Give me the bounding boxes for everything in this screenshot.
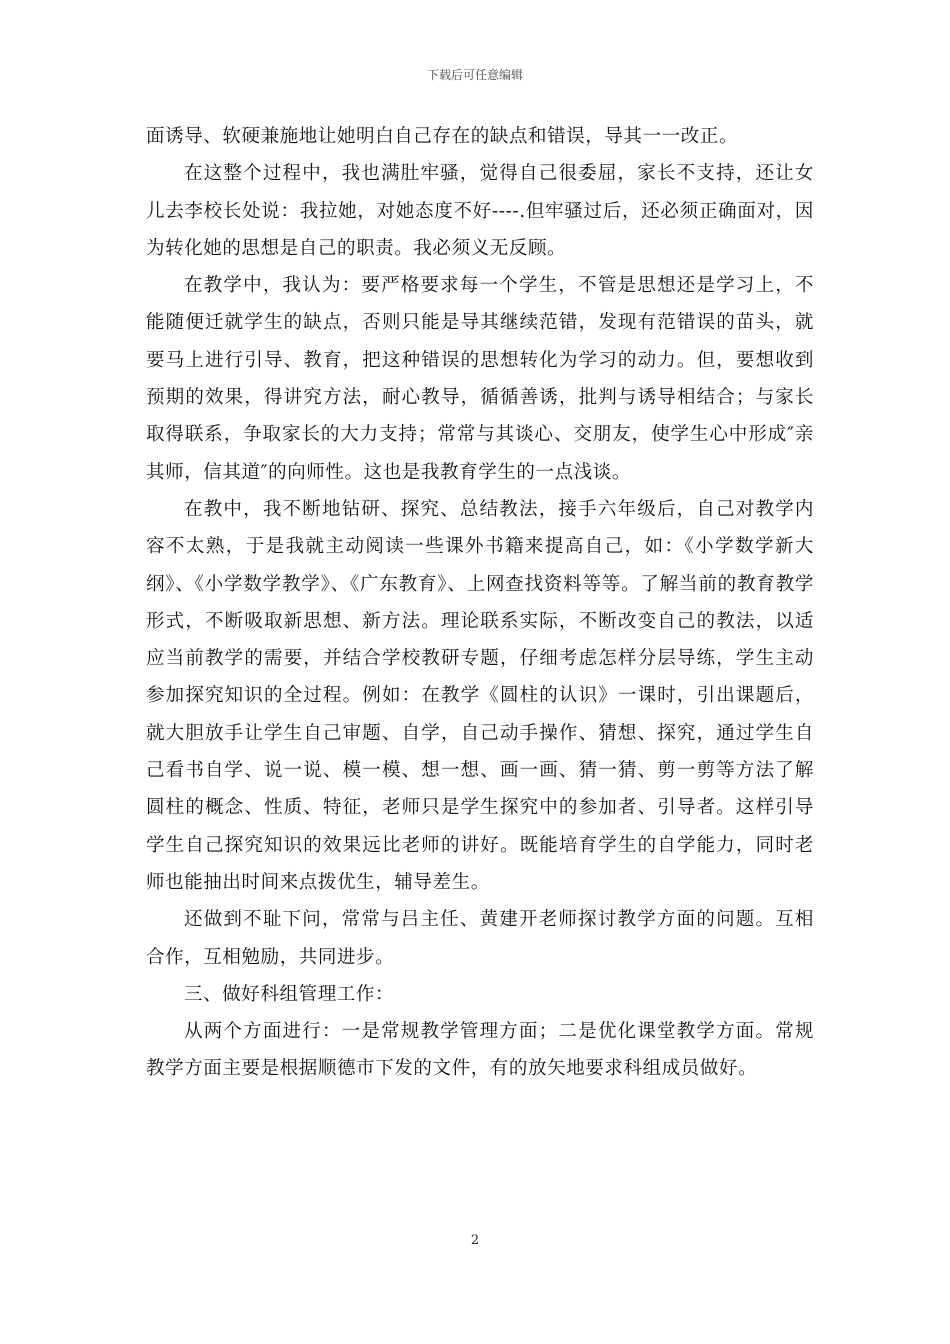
paragraph-4: 在教中，我不断地钻研、探究、总结教法，接手六年级后，自己对教学内容不太熟，于是我就主动阅读一些课外书籍来提高自己，如：《小学数学新大纲》、《小学数学教学》、《广东教育》、上网查找资料等等。了解当前的教育教学形式，不断吸取新思想、新方法。理论联系实际，不断改变自己的教法，以适应当前教学的需要，并结合学校教研专题，仔细考虑怎样分层导练，学生主动参加探究知识的全过程。例如：在教学《圆柱的认识》一课时，引出课题后，就大胆放手让学生自己审题、自学，自己动手操作、猜想、探究，通过学生自己看书自学、说一说、模一模、想一想、画一画、猜一猜、剪一剪等方法了解圆柱的概念、性质、特征，老师只是学生探究中的参加者、引导者。这样引导学生自己探究知识的效果远比老师的讲好。既能培育学生的自学能力，同时老师也能抽出时间来点拨优生，辅导差生。	[146, 498, 814, 893]
paragraph-3: 在教学中，我认为：要严格要求每一个学生，不管是思想还是学习上，不能随便迁就学生的缺点，否则只能是导其继续范错，发现有范错误的苗头，就要马上进行引导、教育，把这种错误的思想转化为学习的动力。但，要想收到预期的效果，得讲究方法，耐心教导，循循善诱，批判与诱导相结合；与家长取得联系，争取家长的大力支持；常常与其谈心、交朋友，使学生心中形成″亲其师，信其道″的向师性。这也是我教育学生的一点浅谈。	[146, 275, 814, 483]
paragraph-5: 还做到不耻下问，常常与吕主任、黄建开老师探讨教学方面的问题。互相合作，互相勉励，共同进步。	[146, 909, 814, 968]
paragraph-1: 面诱导、软硬兼施地让她明白自己存在的缺点和错误，导其一一改正。	[146, 126, 739, 147]
paragraph-2: 在这整个过程中，我也满肚牢骚，觉得自己很委屈，家长不支持，还让女儿去李校长处说：我拉她，对她态度不好----.但牢骚过后，还必须正确面对，因为转化她的思想是自己的职责。我必须义无反顾。	[146, 163, 814, 259]
page-header: 下载后可任意编辑	[426, 68, 523, 82]
section-heading-3: 三、做好科组管理工作：	[184, 983, 395, 1005]
paragraph-6: 从两个方面进行：一是常规教学管理方面；二是优化课堂教学方面。常规教学方面主要是根据顺德市下发的文件，有的放矢地要求科组成员做好。	[146, 1021, 814, 1080]
document-body	[146, 118, 814, 1088]
page-number: 2	[470, 1233, 480, 1248]
